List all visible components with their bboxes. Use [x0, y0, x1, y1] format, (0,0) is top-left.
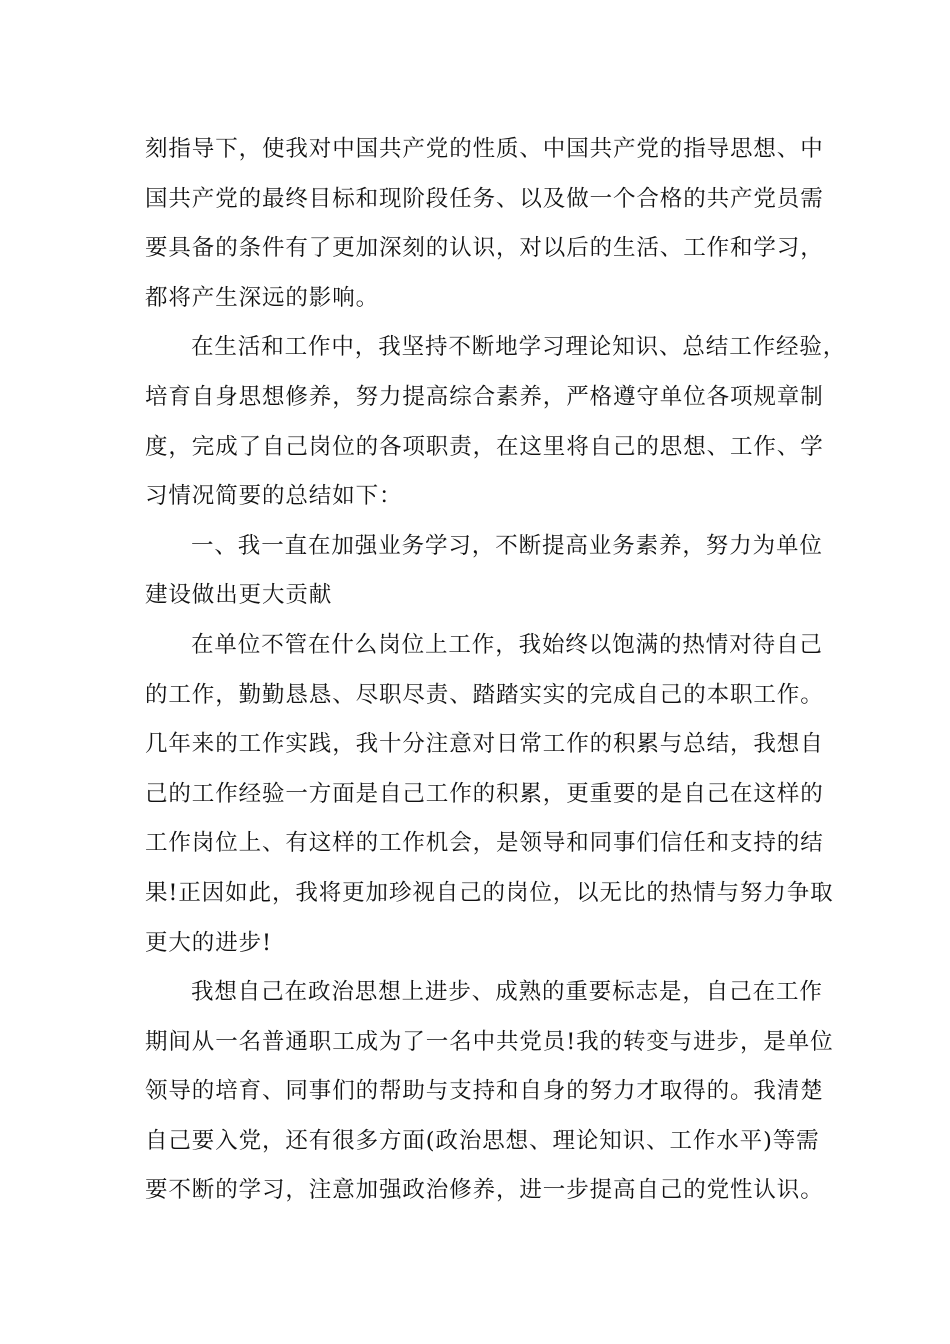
text-line: 更大的进步! — [145, 929, 272, 956]
text-line: 自己要入党，还有很多方面(政治思想、理论知识、工作水平)等需 — [145, 1127, 820, 1154]
text-line: 领导的培育、同事们的帮助与支持和自身的努力才取得的。我清楚 — [145, 1078, 824, 1105]
text-line: 都将产生深远的影响。 — [145, 284, 380, 311]
text-line: 果!正因如此，我将更加珍视自己的岗位，以无比的热情与努力争取 — [145, 879, 834, 906]
text-line: 的工作，勤勤恳恳、尽职尽责、踏踏实实的完成自己的本职工作。 — [145, 681, 824, 708]
text-line: 我想自己在政治思想上进步、成熟的重要标志是，自己在工作 — [191, 979, 823, 1006]
text-line: 习情况简要的总结如下： — [145, 483, 403, 510]
text-line: 工作岗位上、有这样的工作机会，是领导和同事们信任和支持的结 — [145, 830, 824, 857]
text-line: 刻指导下，使我对中国共产党的性质、中国共产党的指导思想、中 — [145, 136, 824, 162]
text-line: 期间从一名普通职工成为了一名中共党员!我的转变与进步，是单位 — [145, 1028, 834, 1055]
text-line: 度，完成了自己岗位的各项职责，在这里将自己的思想、工作、学 — [145, 433, 824, 460]
text-line: 要具备的条件有了更加深刻的认识，对以后的生活、工作和学习， — [145, 235, 824, 262]
text-line: 在生活和工作中，我坚持不断地学习理论知识、总结工作经验， — [191, 334, 847, 361]
document-body — [145, 125, 847, 1216]
text-line: 培育自身思想修养，努力提高综合素养，严格遵守单位各项规章制 — [145, 383, 824, 410]
text-line: 国共产党的最终目标和现阶段任务、以及做一个合格的共产党员需 — [145, 185, 824, 212]
text-line: 己的工作经验一方面是自己工作的积累，更重要的是自己在这样的 — [145, 780, 824, 807]
text-line: 在单位不管在什么岗位上工作，我始终以饱满的热情对待自己 — [191, 631, 823, 658]
text-line: 建设做出更大贡献 — [145, 582, 333, 609]
text-line: 一、我一直在加强业务学习，不断提高业务素养，努力为单位 — [191, 532, 823, 559]
text-line: 几年来的工作实践，我十分注意对日常工作的积累与总结，我想自 — [145, 731, 824, 758]
text-line: 要不断的学习，注意加强政治修养，进一步提高自己的党性认识。 — [145, 1177, 824, 1204]
